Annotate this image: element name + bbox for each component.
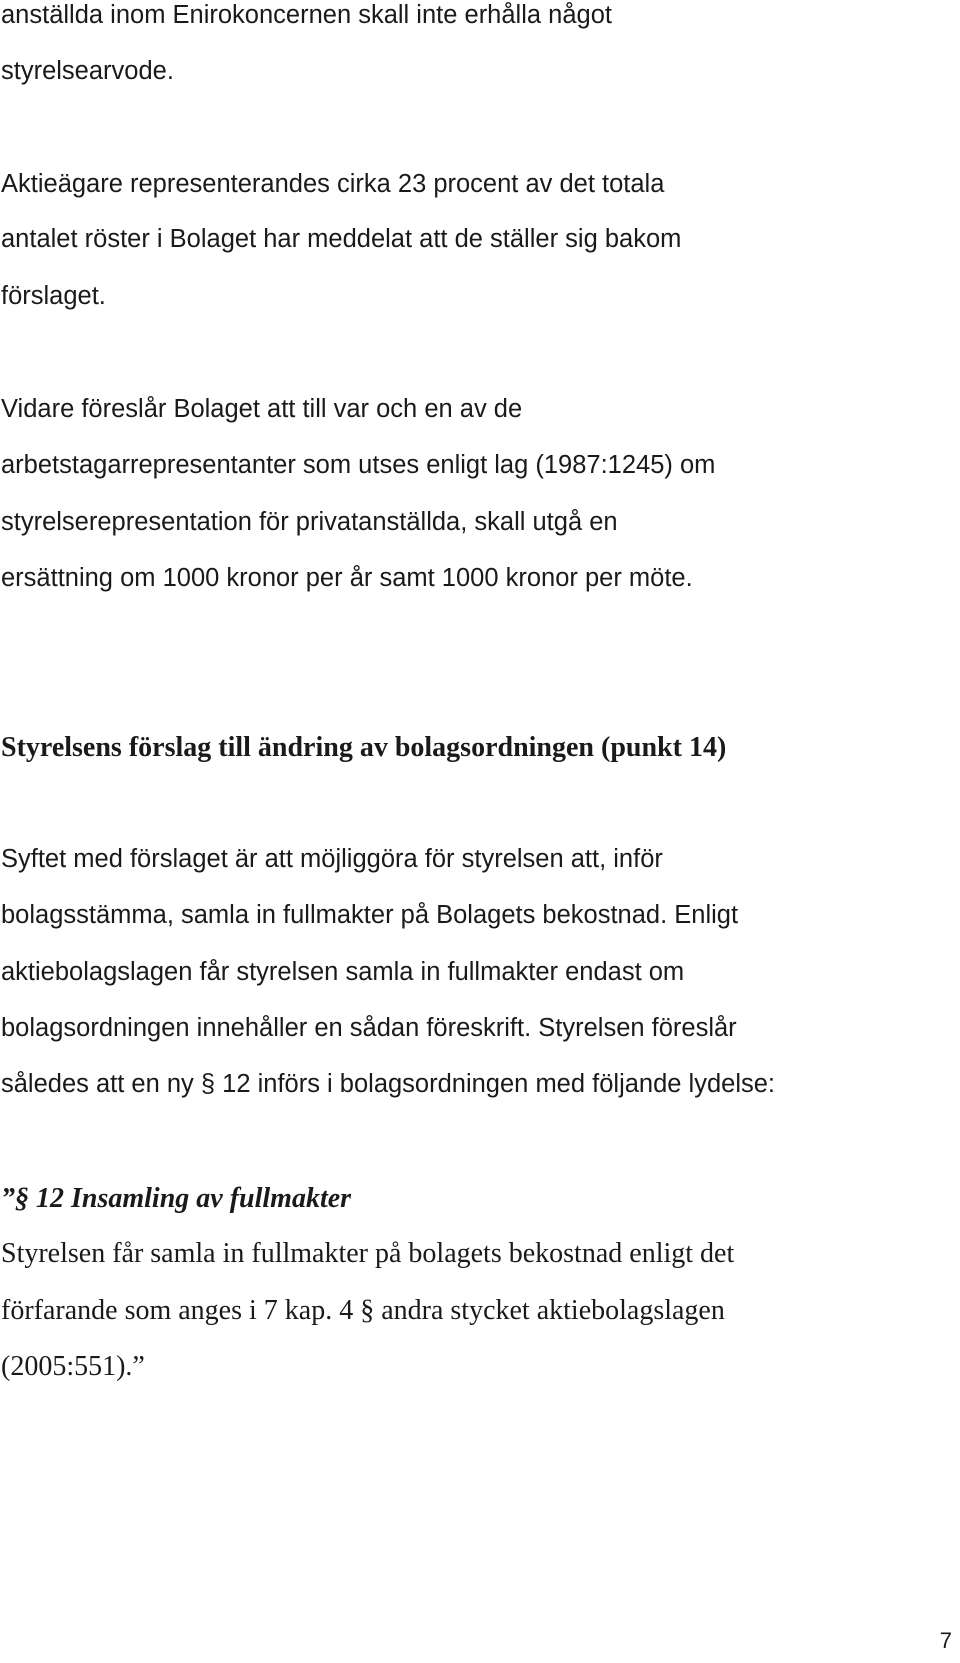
text-line: anställda inom Enirokoncernen skall inte erhålla något: [1, 1, 612, 29]
text-line: bolagsordningen innehåller en sådan föreskrift. Styrelsen föreslår: [1, 1014, 737, 1042]
quoted-section-title: ”§ 12 Insamling av fullmakter: [1, 1183, 352, 1214]
section-heading: Styrelsens förslag till ändring av bolagsordningen (punkt 14): [1, 732, 727, 763]
text-line: aktiebolagslagen får styrelsen samla in fullmakter endast om: [1, 958, 685, 986]
text-line: Aktieägare representerandes cirka 23 procent av det totala: [1, 170, 665, 198]
text-line: styrelserepresentation för privatanställda, skall utgå en: [1, 508, 618, 536]
text-line: styrelsearvode.: [1, 57, 174, 85]
text-line: antalet röster i Bolaget har meddelat att de ställer sig bakom: [1, 225, 682, 253]
text-line: arbetstagarrepresentanter som utses enligt lag (1987:1245) om: [1, 451, 716, 479]
page-number: 7: [939, 1628, 952, 1653]
text-line: (2005:551).”: [1, 1351, 145, 1382]
text-line: Syftet med förslaget är att möjliggöra för styrelsen att, inför: [1, 845, 663, 873]
text-line: bolagsstämma, samla in fullmakter på Bolagets bekostnad. Enligt: [1, 901, 739, 929]
text-line: förslaget.: [1, 282, 106, 310]
text-line: således att en ny § 12 införs i bolagsordningen med följande lydelse:: [1, 1070, 776, 1098]
text-line: ersättning om 1000 kronor per år samt 1000 kronor per möte.: [1, 564, 693, 592]
text-line: Styrelsen får samla in fullmakter på bolagets bekostnad enligt det: [1, 1238, 735, 1269]
text-line: förfarande som anges i 7 kap. 4 § andra stycket aktiebolagslagen: [1, 1295, 725, 1326]
text-line: Vidare föreslår Bolaget att till var och en av de: [1, 395, 523, 423]
